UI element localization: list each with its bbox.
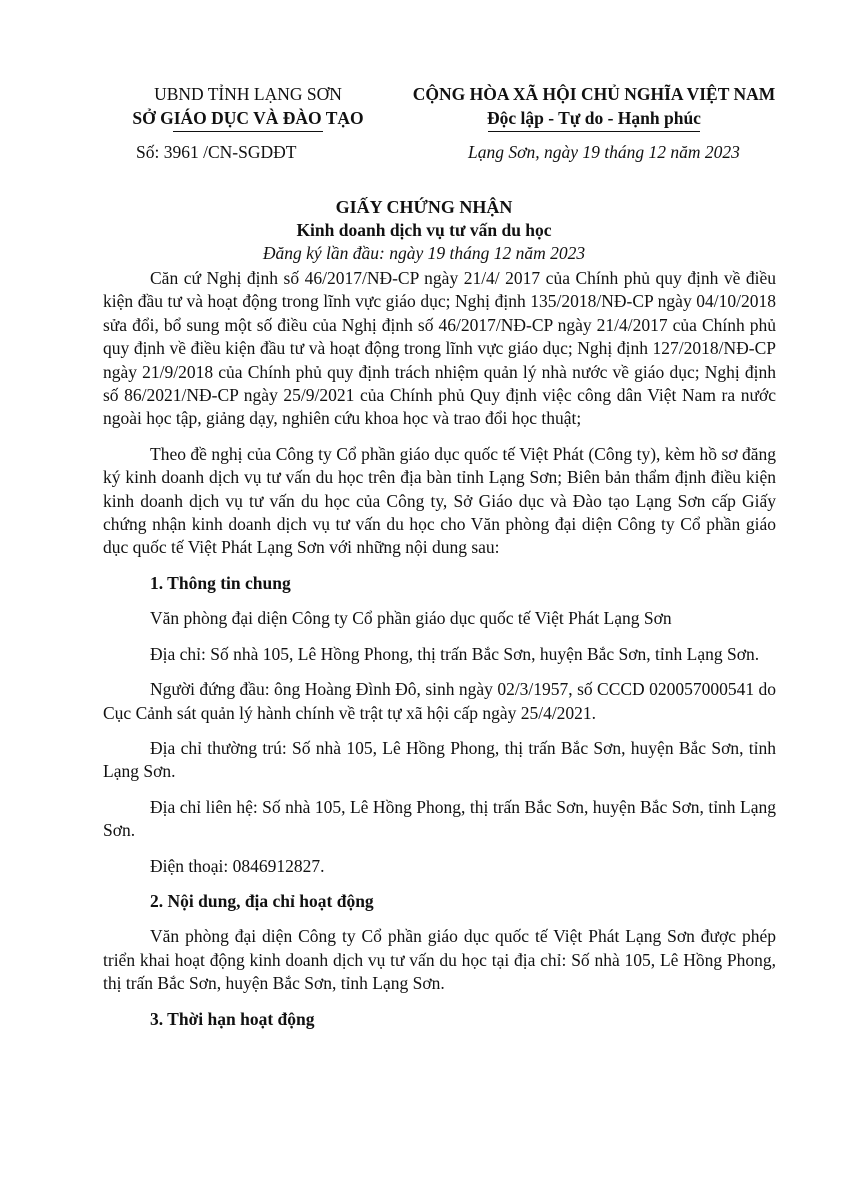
section-heading-general-info: 1. Thông tin chung: [150, 572, 291, 593]
activity-paragraph: Văn phòng đại diện Công ty Cổ phần giáo dục quốc tế Việt Phát Lạng Sơn được phép triển khai hoạt động kinh doanh dịch vụ tư vấn du học tại địa chỉ: Số nhà 105, Lê Hồng Phong, thị trấn Bắc Sơn, huyện Bắc Sơn, tỉnh Lạng Sơn.: [103, 926, 776, 994]
office-name: Văn phòng đại diện Công ty Cổ phần giáo dục quốc tế Việt Phát Lạng Sơn: [150, 608, 672, 629]
office-address: Địa chỉ: Số nhà 105, Lê Hồng Phong, thị trấn Bắc Sơn, huyện Bắc Sơn, tỉnh Lạng Sơn.: [150, 643, 760, 664]
national-header: [380, 82, 808, 132]
document-body: [103, 267, 776, 1043]
permanent-address: Địa chỉ thường trú: Số nhà 105, Lê Hồng Phong, thị trấn Bắc Sơn, huyện Bắc Sơn, tỉnh Lạng Sơn.: [103, 737, 776, 782]
motto-underline: [488, 131, 700, 132]
certificate-title: GIẤY CHỨNG NHẬN: [335, 197, 513, 217]
head-person: Người đứng đầu: ông Hoàng Đình Đô, sinh ngày 02/3/1957, số CCCD 020057000541 do Cục Cảnh sát quản lý hành chính về trật tự xã hội cấp ngày 25/4/2021.: [103, 679, 776, 723]
legal-basis-paragraph: Căn cứ Nghị định số 46/2017/NĐ-CP ngày 21/4/ 2017 của Chính phủ quy định về điều kiện đầu tư và hoạt động trong lĩnh vực giáo dục; Nghị định 135/2018/NĐ-CP ngày 04/10/2018 sửa đổi, bổ sung một số điều của Nghị định số 46/2017/NĐ-CP ngày 21/4/2017 của Chính phủ quy định về điều kiện đầu tư và hoạt động trong lĩnh vực giáo dục; Nghị định 127/2018/NĐ-CP ngày 21/9/2018 của Chính phủ quy định trách nhiệm quản lý nhà nước về giáo dục; Nghị định số 86/2021/NĐ-CP ngày 25/9/2021 của Chính phủ Quy định việc công dân Việt Nam ra nước ngoài học tập, giảng dạy, nghiên cứu khoa học và trao đổi học thuật;: [103, 268, 776, 429]
section-heading-activity: 2. Nội dung, địa chỉ hoạt động: [150, 890, 374, 911]
issuer-underline: [173, 131, 323, 132]
issuer-header: [98, 82, 398, 132]
certificate-subtitle: Kinh doanh dịch vụ tư vấn du học: [296, 220, 552, 240]
national-name: CỘNG HÒA XÃ HỘI CHỦ NGHĨA VIỆT NAM: [412, 84, 776, 104]
certificate-title-block: [0, 196, 848, 265]
document-number: Số: 3961 /CN-SGDĐT: [136, 142, 297, 162]
section-heading-duration: 3. Thời hạn hoạt động: [150, 1008, 315, 1029]
issuer-province: UBND TỈNH LẠNG SƠN: [154, 84, 342, 104]
contact-address: Địa chỉ liên hệ: Số nhà 105, Lê Hồng Phong, thị trấn Bắc Sơn, huyện Bắc Sơn, tỉnh Lạng Sơn.: [103, 796, 776, 841]
phone-number: Điện thoại: 0846912827.: [150, 855, 325, 876]
registration-date: Đăng ký lần đầu: ngày 19 tháng 12 năm 2023: [262, 243, 586, 263]
issuer-department: SỞ GIÁO DỤC VÀ ĐÀO TẠO: [132, 108, 364, 128]
place-date: Lạng Sơn, ngày 19 tháng 12 năm 2023: [468, 142, 740, 162]
national-motto: Độc lập - Tự do - Hạnh phúc: [487, 108, 701, 128]
proposal-paragraph: Theo đề nghị của Công ty Cổ phần giáo dục quốc tế Việt Phát (Công ty), kèm hồ sơ đăng ký kinh doanh dịch vụ tư vấn du học trên địa bàn tỉnh Lạng Sơn; Biên bản thẩm định điều kiện kinh doanh dịch vụ tư vấn du học của Công ty, Sở Giáo dục và Đào tạo Lạng Sơn cấp Giấy chứng nhận kinh doanh dịch vụ tư vấn du học cho Văn phòng đại diện Công ty Cổ phần giáo dục quốc tế Việt Phát Lạng Sơn với những nội dung sau:: [103, 443, 776, 558]
